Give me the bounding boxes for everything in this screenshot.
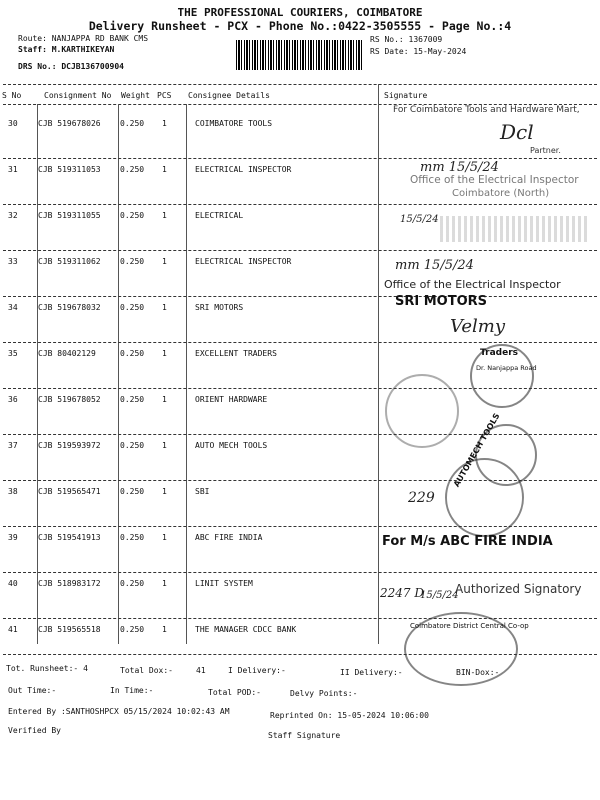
row-consignment: CJB 518983172: [38, 579, 101, 588]
reprinted-on: Reprinted On: 15-05-2024 10:06:00: [270, 711, 429, 720]
row-consignment: CJB 519311062: [38, 257, 101, 266]
row-consignment: CJB 519311053: [38, 165, 101, 174]
signature-stamp-text: For M/s ABC FIRE INDIA: [382, 534, 553, 549]
row-details: THE MANAGER CDCC BANK: [195, 625, 297, 634]
verified-by: Verified By: [8, 726, 61, 735]
barcode-image: [236, 40, 364, 70]
table-row: [0, 342, 600, 388]
rs-date: RS Date: 15-May-2024: [370, 47, 467, 56]
row-sno: 40: [8, 579, 18, 588]
divider: [3, 654, 597, 655]
entered-by: Entered By :SANTHOSHPCX 05/15/2024 10:02:43 AM: [8, 707, 230, 716]
row-consignment: CJB 519678026: [38, 119, 101, 128]
row-pcs: 1: [162, 165, 167, 174]
row-details: COIMBATORE TOOLS: [195, 119, 273, 128]
handwritten-signature: Dcl: [500, 120, 534, 144]
row-consignment: CJB 519593972: [38, 441, 101, 450]
out-time: Out Time:-: [8, 686, 57, 695]
row-weight: 0.250: [120, 349, 145, 358]
handwritten-signature: 229: [408, 490, 435, 506]
signature-stamp-text: Office of the Electrical Inspector: [384, 278, 561, 291]
signature-stamp-text: AUTOMECH TOOLS: [452, 411, 502, 489]
table-row: [0, 618, 600, 664]
row-sno: 37: [8, 441, 18, 450]
row-weight: 0.250: [120, 487, 145, 496]
ii-delivery: II Delivery:-: [340, 668, 403, 677]
row-weight: 0.250: [120, 625, 145, 634]
table-row: [0, 572, 600, 618]
route-label: Route: NANJAPPA RD BANK CMS: [18, 34, 149, 43]
row-pcs: 1: [162, 119, 167, 128]
row-weight: 0.250: [120, 303, 145, 312]
signature-stamp-text: Coimbatore District Central Co-op: [410, 622, 529, 630]
row-pcs: 1: [162, 533, 167, 542]
divider: [3, 84, 597, 85]
row-sno: 32: [8, 211, 18, 220]
table-row: [0, 296, 600, 342]
tot-runsheet: Tot. Runsheet:- 4: [6, 664, 88, 673]
row-weight: 0.250: [120, 533, 145, 542]
row-weight: 0.250: [120, 579, 145, 588]
faded-stamp: [440, 216, 590, 242]
staff-label: Staff: M.KARTHIKEYAN: [18, 45, 115, 54]
row-details: SBI: [195, 487, 210, 496]
row-details: ELECTRICAL INSPECTOR: [195, 257, 292, 266]
col-header-consignment: Consignment No: [44, 91, 112, 100]
table-row: [0, 105, 600, 158]
row-pcs: 1: [162, 395, 167, 404]
rs-number: RS No.: 1367009: [370, 35, 443, 44]
row-details: ELECTRICAL INSPECTOR: [195, 165, 292, 174]
row-details: AUTO MECH TOOLS: [195, 441, 268, 450]
row-consignment: CJB 519678032: [38, 303, 101, 312]
signature-stamp-text: For Coimbatore Tools and Hardware Mart,: [393, 105, 580, 115]
handwritten-signature: mm 15/5/24: [420, 160, 499, 175]
row-sno: 39: [8, 533, 18, 542]
signature-stamp-text: Dr. Nanjappa Road: [476, 364, 537, 372]
handwritten-signature: 15/5/24: [420, 590, 459, 601]
handwritten-signature: 15/5/24: [400, 214, 439, 225]
company-title: THE PROFESSIONAL COURIERS, COIMBATORE: [177, 6, 423, 19]
row-consignment: CJB 519541913: [38, 533, 101, 542]
row-details: ELECTRICAL: [195, 211, 244, 220]
row-sno: 33: [8, 257, 18, 266]
col-header-signature: Signature: [384, 91, 428, 100]
row-consignment: CJB 80402129: [38, 349, 96, 358]
handwritten-signature: 2247 D: [380, 586, 424, 600]
row-details: ABC FIRE INDIA: [195, 533, 263, 542]
row-sno: 36: [8, 395, 18, 404]
signature-stamp-text: Coimbatore (North): [452, 188, 550, 199]
row-details: LINIT SYSTEM: [195, 579, 253, 588]
table-row: [0, 526, 600, 572]
table-row: [0, 158, 600, 204]
row-pcs: 1: [162, 349, 167, 358]
table-row: [0, 204, 600, 250]
col-header-sno: S No: [2, 91, 22, 100]
row-consignment: CJB 519565518: [38, 625, 101, 634]
total-pod: Total POD:-: [208, 688, 261, 697]
row-pcs: 1: [162, 303, 167, 312]
row-details: EXCELLENT TRADERS: [195, 349, 277, 358]
row-consignment: CJB 519311055: [38, 211, 101, 220]
delvy-points: Delvy Points:-: [290, 689, 358, 698]
row-pcs: 1: [162, 257, 167, 266]
row-details: ORIENT HARDWARE: [195, 395, 268, 404]
row-weight: 0.250: [120, 211, 145, 220]
row-sno: 31: [8, 165, 18, 174]
table-row: [0, 250, 600, 296]
row-sno: 35: [8, 349, 18, 358]
row-weight: 0.250: [120, 395, 145, 404]
row-details: SRI MOTORS: [195, 303, 244, 312]
signature-stamp-text: SRI MOTORS: [395, 294, 488, 309]
bin-dox: BIN-Dox:-: [456, 668, 500, 677]
signature-stamp-text: Traders: [480, 348, 519, 358]
row-pcs: 1: [162, 211, 167, 220]
signature-stamp-text: Partner.: [530, 146, 561, 155]
row-sno: 30: [8, 119, 18, 128]
signature-stamp-text: Office of the Electrical Inspector: [410, 174, 579, 186]
row-pcs: 1: [162, 579, 167, 588]
total-dox-value: 41: [196, 666, 206, 675]
row-sno: 41: [8, 625, 18, 634]
row-consignment: CJB 519565471: [38, 487, 101, 496]
row-pcs: 1: [162, 625, 167, 634]
total-dox-label: Total Dox:-: [120, 666, 173, 675]
row-weight: 0.250: [120, 257, 145, 266]
i-delivery: I Delivery:-: [228, 666, 286, 675]
row-weight: 0.250: [120, 441, 145, 450]
signature-stamp-text: Authorized Signatory: [455, 582, 582, 596]
row-weight: 0.250: [120, 165, 145, 174]
col-header-pcs: PCS: [157, 91, 172, 100]
handwritten-signature: mm 15/5/24: [395, 258, 474, 273]
staff-signature: Staff Signature: [268, 731, 341, 740]
col-header-consignee: Consignee Details: [188, 91, 270, 100]
col-header-weight: Weight: [121, 91, 150, 100]
row-pcs: 1: [162, 441, 167, 450]
row-weight: 0.250: [120, 119, 145, 128]
runsheet-subtitle: Delivery Runsheet - PCX - Phone No.:0422-3505555 - Page No.:4: [88, 19, 512, 33]
row-consignment: CJB 519678052: [38, 395, 101, 404]
row-pcs: 1: [162, 487, 167, 496]
row-sno: 38: [8, 487, 18, 496]
in-time: In Time:-: [110, 686, 154, 695]
row-sno: 34: [8, 303, 18, 312]
drs-number: DRS No.: DCJB136700904: [18, 62, 124, 71]
handwritten-signature: Velmy: [450, 316, 505, 337]
